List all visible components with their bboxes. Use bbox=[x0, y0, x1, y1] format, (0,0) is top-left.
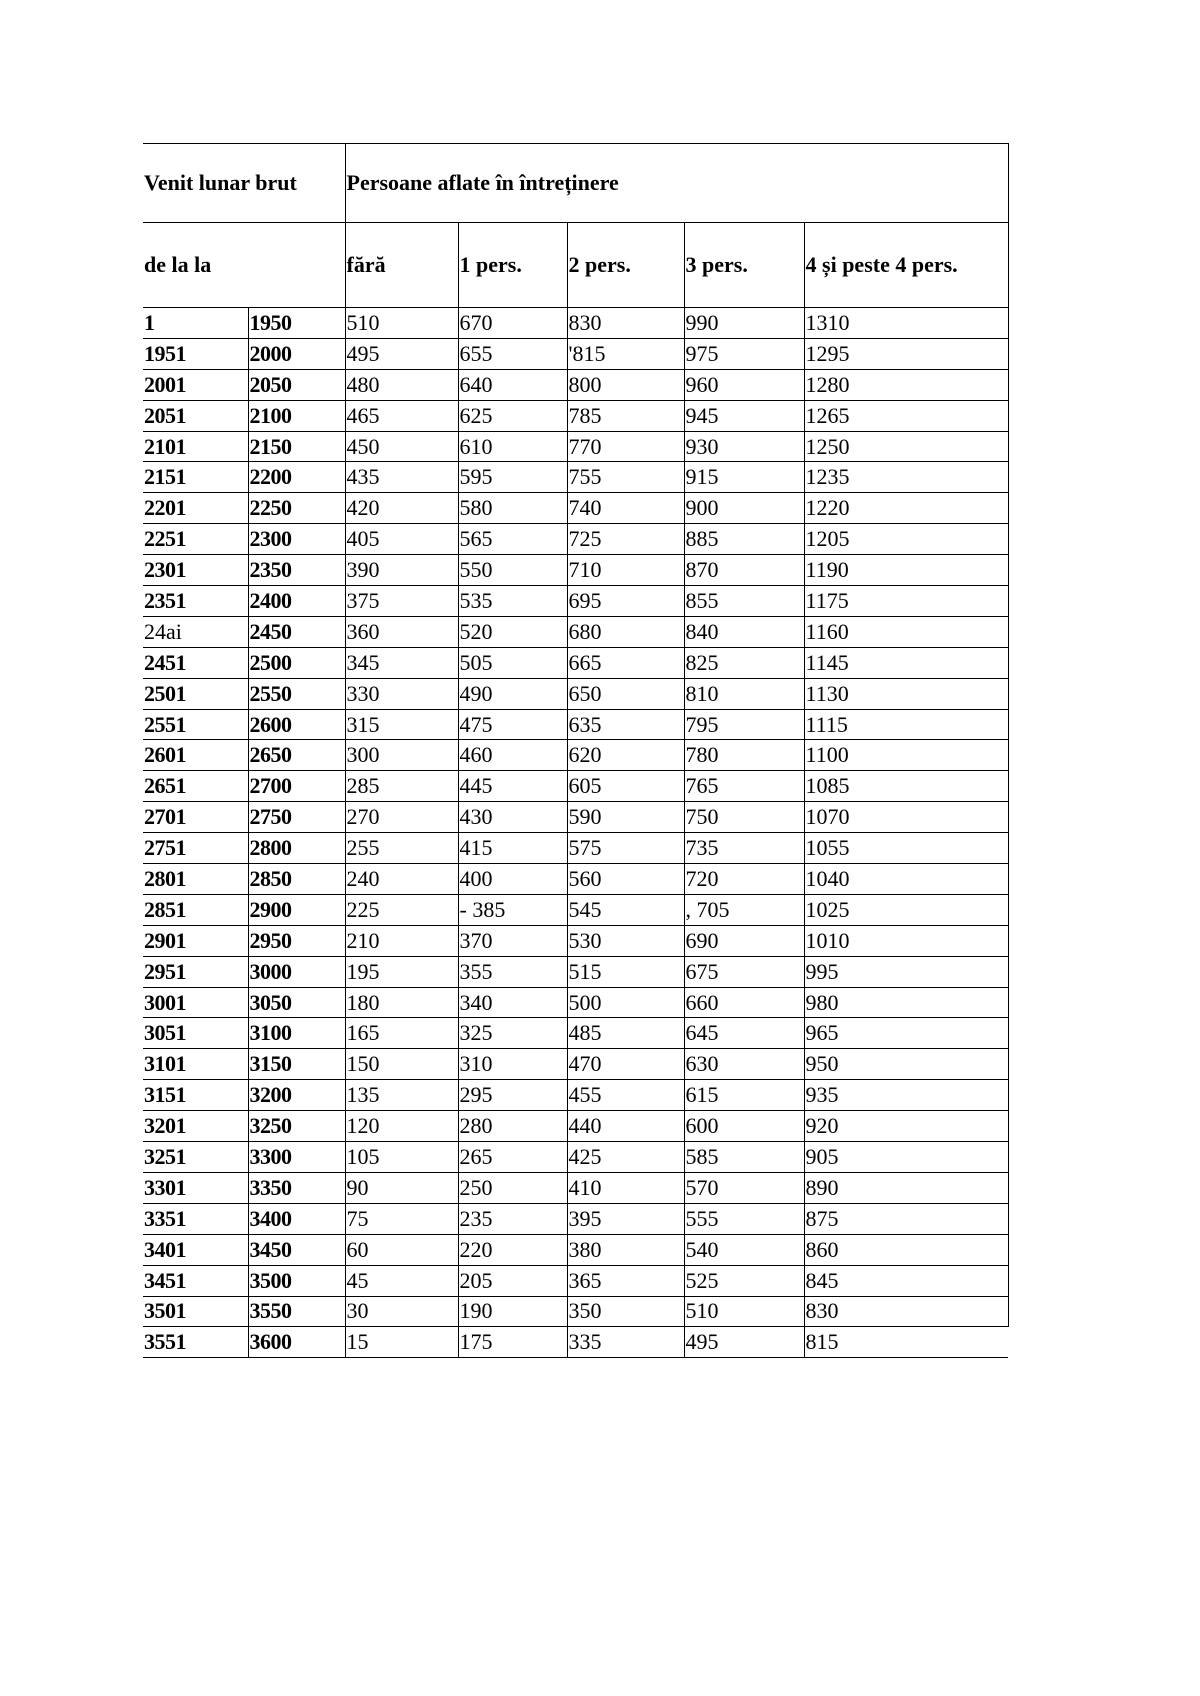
income-from-cell: 3501 bbox=[143, 1296, 248, 1327]
deduction-value-cell: 590 bbox=[567, 802, 684, 833]
deduction-value-cell: 265 bbox=[458, 1142, 567, 1173]
income-to-cell: 3550 bbox=[248, 1296, 345, 1327]
deduction-value-cell: 1130 bbox=[804, 678, 1008, 709]
deduction-value-cell: 270 bbox=[345, 802, 458, 833]
income-to-cell: 2650 bbox=[248, 740, 345, 771]
deduction-value-cell: 725 bbox=[567, 524, 684, 555]
deduction-value-cell: 670 bbox=[458, 308, 567, 339]
income-to-cell: 3250 bbox=[248, 1111, 345, 1142]
deduction-value-cell: 585 bbox=[684, 1142, 804, 1173]
income-from-cell: 3401 bbox=[143, 1234, 248, 1265]
income-from-cell: 2751 bbox=[143, 833, 248, 864]
deduction-value-cell: 310 bbox=[458, 1049, 567, 1080]
deduction-value-cell: 445 bbox=[458, 771, 567, 802]
income-from-cell: 2251 bbox=[143, 524, 248, 555]
income-from-cell: 3151 bbox=[143, 1080, 248, 1111]
dependents-header: Persoane aflate în întreținere bbox=[345, 144, 1008, 223]
income-to-cell: 1950 bbox=[248, 308, 345, 339]
deduction-value-cell: 510 bbox=[345, 308, 458, 339]
income-from-cell: 2201 bbox=[143, 493, 248, 524]
income-to-cell: 2200 bbox=[248, 462, 345, 493]
deduction-value-cell: 360 bbox=[345, 616, 458, 647]
header-row-top bbox=[143, 144, 1008, 223]
table-row bbox=[143, 956, 1008, 987]
table-row bbox=[143, 338, 1008, 369]
deduction-value-cell: 165 bbox=[345, 1018, 458, 1049]
deduction-value-cell: 540 bbox=[684, 1234, 804, 1265]
deduction-value-cell: 1250 bbox=[804, 431, 1008, 462]
deduction-value-cell: 1115 bbox=[804, 709, 1008, 740]
income-from-cell: 2901 bbox=[143, 925, 248, 956]
deduction-value-cell: 815 bbox=[804, 1327, 1008, 1358]
deduction-value-cell: 370 bbox=[458, 925, 567, 956]
deduction-value-cell: 280 bbox=[458, 1111, 567, 1142]
deduction-value-cell: 220 bbox=[458, 1234, 567, 1265]
table-row bbox=[143, 1327, 1008, 1358]
income-to-cell: 2800 bbox=[248, 833, 345, 864]
income-from-cell: 3251 bbox=[143, 1142, 248, 1173]
income-from-cell: 3301 bbox=[143, 1172, 248, 1203]
deduction-value-cell: 605 bbox=[567, 771, 684, 802]
deduction-value-cell: 235 bbox=[458, 1203, 567, 1234]
deduction-value-cell: 1220 bbox=[804, 493, 1008, 524]
deduction-value-cell: 435 bbox=[345, 462, 458, 493]
deduction-value-cell: 1175 bbox=[804, 586, 1008, 617]
deduction-value-cell: 380 bbox=[567, 1234, 684, 1265]
deduction-value-cell: 875 bbox=[804, 1203, 1008, 1234]
deduction-value-cell: 1025 bbox=[804, 894, 1008, 925]
deduction-value-cell: 490 bbox=[458, 678, 567, 709]
income-from-cell: 3201 bbox=[143, 1111, 248, 1142]
deduction-value-cell: 635 bbox=[567, 709, 684, 740]
deduction-value-cell: 795 bbox=[684, 709, 804, 740]
deduction-value-cell: 210 bbox=[345, 925, 458, 956]
table-row bbox=[143, 709, 1008, 740]
deduction-value-cell: 915 bbox=[684, 462, 804, 493]
deduction-value-cell: 255 bbox=[345, 833, 458, 864]
deduction-value-cell: 550 bbox=[458, 555, 567, 586]
income-from-cell: 3551 bbox=[143, 1327, 248, 1358]
income-from-cell: 2351 bbox=[143, 586, 248, 617]
deduction-value-cell: 425 bbox=[567, 1142, 684, 1173]
income-from-cell: 3101 bbox=[143, 1049, 248, 1080]
deduction-value-cell: 395 bbox=[567, 1203, 684, 1234]
table-row bbox=[143, 1049, 1008, 1080]
deduction-value-cell: 545 bbox=[567, 894, 684, 925]
table-row bbox=[143, 864, 1008, 895]
deduction-value-cell: 150 bbox=[345, 1049, 458, 1080]
deduction-value-cell: 420 bbox=[345, 493, 458, 524]
table-row bbox=[143, 802, 1008, 833]
table-row bbox=[143, 1296, 1008, 1327]
income-to-cell: 2150 bbox=[248, 431, 345, 462]
income-to-cell: 3200 bbox=[248, 1080, 345, 1111]
income-to-cell: 3600 bbox=[248, 1327, 345, 1358]
deduction-value-cell: 1070 bbox=[804, 802, 1008, 833]
deduction-value-cell: 885 bbox=[684, 524, 804, 555]
income-to-cell: 2050 bbox=[248, 369, 345, 400]
deduction-value-cell: 615 bbox=[684, 1080, 804, 1111]
deduction-value-cell: 225 bbox=[345, 894, 458, 925]
table-row bbox=[143, 1080, 1008, 1111]
deduction-value-cell: 400 bbox=[458, 864, 567, 895]
income-from-cell: 3451 bbox=[143, 1265, 248, 1296]
deduction-value-cell: 505 bbox=[458, 647, 567, 678]
deduction-value-cell: 565 bbox=[458, 524, 567, 555]
deduction-value-cell: 780 bbox=[684, 740, 804, 771]
income-from-cell: 24ai bbox=[143, 616, 248, 647]
income-from-cell: 2151 bbox=[143, 462, 248, 493]
income-header: Venit lunar brut bbox=[143, 144, 345, 223]
table-row bbox=[143, 771, 1008, 802]
income-to-cell: 2000 bbox=[248, 338, 345, 369]
deduction-value-cell: 510 bbox=[684, 1296, 804, 1327]
deduction-value-cell: 105 bbox=[345, 1142, 458, 1173]
deduction-value-cell: 530 bbox=[567, 925, 684, 956]
deduction-value-cell: 525 bbox=[684, 1265, 804, 1296]
deduction-value-cell: 770 bbox=[567, 431, 684, 462]
deduction-value-cell: 410 bbox=[567, 1172, 684, 1203]
income-to-cell: 3300 bbox=[248, 1142, 345, 1173]
income-from-cell: 1951 bbox=[143, 338, 248, 369]
deduction-value-cell: 960 bbox=[684, 369, 804, 400]
deduction-value-cell: 480 bbox=[345, 369, 458, 400]
deduction-value-cell: 995 bbox=[804, 956, 1008, 987]
deduction-value-cell: 1190 bbox=[804, 555, 1008, 586]
deduction-value-cell: 60 bbox=[345, 1234, 458, 1265]
table-body bbox=[143, 144, 1008, 1358]
deduction-value-cell: 365 bbox=[567, 1265, 684, 1296]
income-from-cell: 2501 bbox=[143, 678, 248, 709]
income-from-cell: 3001 bbox=[143, 987, 248, 1018]
deduction-value-cell: 495 bbox=[345, 338, 458, 369]
table-row bbox=[143, 647, 1008, 678]
deduction-value-cell: 460 bbox=[458, 740, 567, 771]
deduction-value-cell: 695 bbox=[567, 586, 684, 617]
deduction-value-cell: 335 bbox=[567, 1327, 684, 1358]
income-to-cell: 2900 bbox=[248, 894, 345, 925]
deduction-value-cell: 30 bbox=[345, 1296, 458, 1327]
deduction-value-cell: 1310 bbox=[804, 308, 1008, 339]
income-from-cell: 2601 bbox=[143, 740, 248, 771]
deduction-value-cell: 1160 bbox=[804, 616, 1008, 647]
deduction-value-cell: 295 bbox=[458, 1080, 567, 1111]
deduction-value-cell: 755 bbox=[567, 462, 684, 493]
deduction-value-cell: 75 bbox=[345, 1203, 458, 1234]
deduction-value-cell: , 705 bbox=[684, 894, 804, 925]
table-row bbox=[143, 616, 1008, 647]
deduction-value-cell: 315 bbox=[345, 709, 458, 740]
deduction-value-cell: 375 bbox=[345, 586, 458, 617]
deduction-value-cell: 655 bbox=[458, 338, 567, 369]
deduction-value-cell: 825 bbox=[684, 647, 804, 678]
deduction-value-cell: 920 bbox=[804, 1111, 1008, 1142]
table-row bbox=[143, 1111, 1008, 1142]
income-to-cell: 2700 bbox=[248, 771, 345, 802]
deduction-value-cell: 45 bbox=[345, 1265, 458, 1296]
column-header-2-persons: 2 pers. bbox=[567, 223, 684, 308]
income-from-cell: 2801 bbox=[143, 864, 248, 895]
income-to-cell: 2250 bbox=[248, 493, 345, 524]
deduction-value-cell: 855 bbox=[684, 586, 804, 617]
deduction-value-cell: 390 bbox=[345, 555, 458, 586]
table-row bbox=[143, 308, 1008, 339]
income-from-cell: 2051 bbox=[143, 400, 248, 431]
deduction-value-cell: 980 bbox=[804, 987, 1008, 1018]
column-header-4-plus-persons: 4 și peste 4 pers. bbox=[804, 223, 1008, 308]
deduction-value-cell: 415 bbox=[458, 833, 567, 864]
table-row bbox=[143, 987, 1008, 1018]
income-from-cell: 2651 bbox=[143, 771, 248, 802]
deduction-value-cell: 660 bbox=[684, 987, 804, 1018]
income-from-cell: 2001 bbox=[143, 369, 248, 400]
deduction-value-cell: 300 bbox=[345, 740, 458, 771]
deduction-value-cell: 860 bbox=[804, 1234, 1008, 1265]
deduction-value-cell: 465 bbox=[345, 400, 458, 431]
deduction-value-cell: 710 bbox=[567, 555, 684, 586]
deduction-value-cell: 965 bbox=[804, 1018, 1008, 1049]
deduction-value-cell: 950 bbox=[804, 1049, 1008, 1080]
income-to-cell: 2950 bbox=[248, 925, 345, 956]
deduction-value-cell: 485 bbox=[567, 1018, 684, 1049]
income-to-cell: 2350 bbox=[248, 555, 345, 586]
deduction-value-cell: 1085 bbox=[804, 771, 1008, 802]
table-row bbox=[143, 678, 1008, 709]
deduction-value-cell: 720 bbox=[684, 864, 804, 895]
table-row bbox=[143, 462, 1008, 493]
deduction-value-cell: 570 bbox=[684, 1172, 804, 1203]
table-row bbox=[143, 1172, 1008, 1203]
deduction-value-cell: 560 bbox=[567, 864, 684, 895]
income-to-cell: 2750 bbox=[248, 802, 345, 833]
column-header-1-person: 1 pers. bbox=[458, 223, 567, 308]
deduction-value-cell: 520 bbox=[458, 616, 567, 647]
table-row bbox=[143, 400, 1008, 431]
deduction-value-cell: 810 bbox=[684, 678, 804, 709]
deduction-value-cell: 430 bbox=[458, 802, 567, 833]
deduction-value-cell: 750 bbox=[684, 802, 804, 833]
deduction-value-cell: 610 bbox=[458, 431, 567, 462]
income-from-cell: 2101 bbox=[143, 431, 248, 462]
income-from-cell: 2451 bbox=[143, 647, 248, 678]
table-row bbox=[143, 524, 1008, 555]
deduction-value-cell: 600 bbox=[684, 1111, 804, 1142]
deduction-value-cell: 205 bbox=[458, 1265, 567, 1296]
income-to-cell: 2500 bbox=[248, 647, 345, 678]
deduction-value-cell: 340 bbox=[458, 987, 567, 1018]
deduction-value-cell: 990 bbox=[684, 308, 804, 339]
deduction-value-cell: 1295 bbox=[804, 338, 1008, 369]
deduction-value-cell: 580 bbox=[458, 493, 567, 524]
table-row bbox=[143, 1142, 1008, 1173]
deduction-value-cell: 450 bbox=[345, 431, 458, 462]
income-to-cell: 3350 bbox=[248, 1172, 345, 1203]
deduction-value-cell: 640 bbox=[458, 369, 567, 400]
table-row bbox=[143, 740, 1008, 771]
header-row-columns bbox=[143, 223, 1008, 308]
income-from-cell: 2851 bbox=[143, 894, 248, 925]
deduction-value-cell: 1055 bbox=[804, 833, 1008, 864]
income-to-cell: 3150 bbox=[248, 1049, 345, 1080]
deduction-value-cell: 650 bbox=[567, 678, 684, 709]
deduction-value-cell: 355 bbox=[458, 956, 567, 987]
deduction-value-cell: 625 bbox=[458, 400, 567, 431]
deduction-value-cell: 620 bbox=[567, 740, 684, 771]
deduction-value-cell: 500 bbox=[567, 987, 684, 1018]
deduction-value-cell: 735 bbox=[684, 833, 804, 864]
deduction-value-cell: 785 bbox=[567, 400, 684, 431]
deduction-value-cell: 195 bbox=[345, 956, 458, 987]
deduction-value-cell: 1010 bbox=[804, 925, 1008, 956]
deduction-value-cell: '815 bbox=[567, 338, 684, 369]
deduction-value-cell: 120 bbox=[345, 1111, 458, 1142]
table-row bbox=[143, 1265, 1008, 1296]
deduction-value-cell: 830 bbox=[804, 1296, 1008, 1327]
income-to-cell: 3100 bbox=[248, 1018, 345, 1049]
table-row bbox=[143, 555, 1008, 586]
income-from-cell: 2951 bbox=[143, 956, 248, 987]
deduction-value-cell: 800 bbox=[567, 369, 684, 400]
deduction-value-cell: 555 bbox=[684, 1203, 804, 1234]
deduction-value-cell: 350 bbox=[567, 1296, 684, 1327]
table-row bbox=[143, 369, 1008, 400]
deduction-value-cell: 1280 bbox=[804, 369, 1008, 400]
deduction-value-cell: 345 bbox=[345, 647, 458, 678]
deduction-value-cell: 765 bbox=[684, 771, 804, 802]
income-to-cell: 2100 bbox=[248, 400, 345, 431]
deduction-value-cell: 535 bbox=[458, 586, 567, 617]
deduction-value-cell: 330 bbox=[345, 678, 458, 709]
deduction-value-cell: 15 bbox=[345, 1327, 458, 1358]
deduction-value-cell: 575 bbox=[567, 833, 684, 864]
income-from-cell: 2301 bbox=[143, 555, 248, 586]
deduction-value-cell: 495 bbox=[684, 1327, 804, 1358]
income-to-cell: 3500 bbox=[248, 1265, 345, 1296]
deduction-value-cell: 630 bbox=[684, 1049, 804, 1080]
table-row bbox=[143, 1203, 1008, 1234]
table-row bbox=[143, 586, 1008, 617]
deduction-value-cell: 90 bbox=[345, 1172, 458, 1203]
income-to-cell: 3050 bbox=[248, 987, 345, 1018]
deduction-value-cell: 1040 bbox=[804, 864, 1008, 895]
income-to-cell: 2850 bbox=[248, 864, 345, 895]
deduction-value-cell: 675 bbox=[684, 956, 804, 987]
deduction-value-cell: - 385 bbox=[458, 894, 567, 925]
deduction-value-cell: 945 bbox=[684, 400, 804, 431]
deduction-value-cell: 870 bbox=[684, 555, 804, 586]
table-row bbox=[143, 493, 1008, 524]
deduction-value-cell: 175 bbox=[458, 1327, 567, 1358]
deduction-value-cell: 830 bbox=[567, 308, 684, 339]
deduction-value-cell: 250 bbox=[458, 1172, 567, 1203]
deduction-value-cell: 1145 bbox=[804, 647, 1008, 678]
column-header-none: fără bbox=[345, 223, 458, 308]
deduction-value-cell: 645 bbox=[684, 1018, 804, 1049]
income-to-cell: 2400 bbox=[248, 586, 345, 617]
deduction-value-cell: 135 bbox=[345, 1080, 458, 1111]
table-row bbox=[143, 894, 1008, 925]
income-to-cell: 2450 bbox=[248, 616, 345, 647]
income-to-cell: 2600 bbox=[248, 709, 345, 740]
table-row bbox=[143, 1018, 1008, 1049]
table-row bbox=[143, 833, 1008, 864]
deduction-value-cell: 740 bbox=[567, 493, 684, 524]
deduction-value-cell: 405 bbox=[345, 524, 458, 555]
income-dependents-table bbox=[143, 143, 1009, 1358]
income-to-cell: 3400 bbox=[248, 1203, 345, 1234]
deduction-value-cell: 900 bbox=[684, 493, 804, 524]
income-from-cell: 3051 bbox=[143, 1018, 248, 1049]
deduction-value-cell: 515 bbox=[567, 956, 684, 987]
table-row bbox=[143, 431, 1008, 462]
deduction-value-cell: 190 bbox=[458, 1296, 567, 1327]
deduction-value-cell: 905 bbox=[804, 1142, 1008, 1173]
deduction-value-cell: 595 bbox=[458, 462, 567, 493]
deduction-value-cell: 665 bbox=[567, 647, 684, 678]
deduction-value-cell: 180 bbox=[345, 987, 458, 1018]
deduction-value-cell: 975 bbox=[684, 338, 804, 369]
column-header-3-persons: 3 pers. bbox=[684, 223, 804, 308]
deduction-value-cell: 1235 bbox=[804, 462, 1008, 493]
deduction-value-cell: 845 bbox=[804, 1265, 1008, 1296]
deduction-value-cell: 440 bbox=[567, 1111, 684, 1142]
deduction-value-cell: 930 bbox=[684, 431, 804, 462]
income-to-cell: 2550 bbox=[248, 678, 345, 709]
table-row bbox=[143, 925, 1008, 956]
income-to-cell: 3450 bbox=[248, 1234, 345, 1265]
deduction-value-cell: 1205 bbox=[804, 524, 1008, 555]
deduction-value-cell: 690 bbox=[684, 925, 804, 956]
deduction-value-cell: 680 bbox=[567, 616, 684, 647]
income-from-cell: 1 bbox=[143, 308, 248, 339]
deduction-value-cell: 475 bbox=[458, 709, 567, 740]
deduction-value-cell: 1100 bbox=[804, 740, 1008, 771]
deduction-value-cell: 325 bbox=[458, 1018, 567, 1049]
income-to-cell: 3000 bbox=[248, 956, 345, 987]
deduction-value-cell: 455 bbox=[567, 1080, 684, 1111]
range-header: de la la bbox=[143, 223, 345, 308]
income-from-cell: 2701 bbox=[143, 802, 248, 833]
table-row bbox=[143, 1234, 1008, 1265]
deduction-value-cell: 1265 bbox=[804, 400, 1008, 431]
deduction-value-cell: 840 bbox=[684, 616, 804, 647]
deduction-value-cell: 285 bbox=[345, 771, 458, 802]
income-from-cell: 2551 bbox=[143, 709, 248, 740]
deduction-value-cell: 240 bbox=[345, 864, 458, 895]
deduction-value-cell: 470 bbox=[567, 1049, 684, 1080]
income-from-cell: 3351 bbox=[143, 1203, 248, 1234]
income-to-cell: 2300 bbox=[248, 524, 345, 555]
deduction-value-cell: 890 bbox=[804, 1172, 1008, 1203]
deduction-value-cell: 935 bbox=[804, 1080, 1008, 1111]
